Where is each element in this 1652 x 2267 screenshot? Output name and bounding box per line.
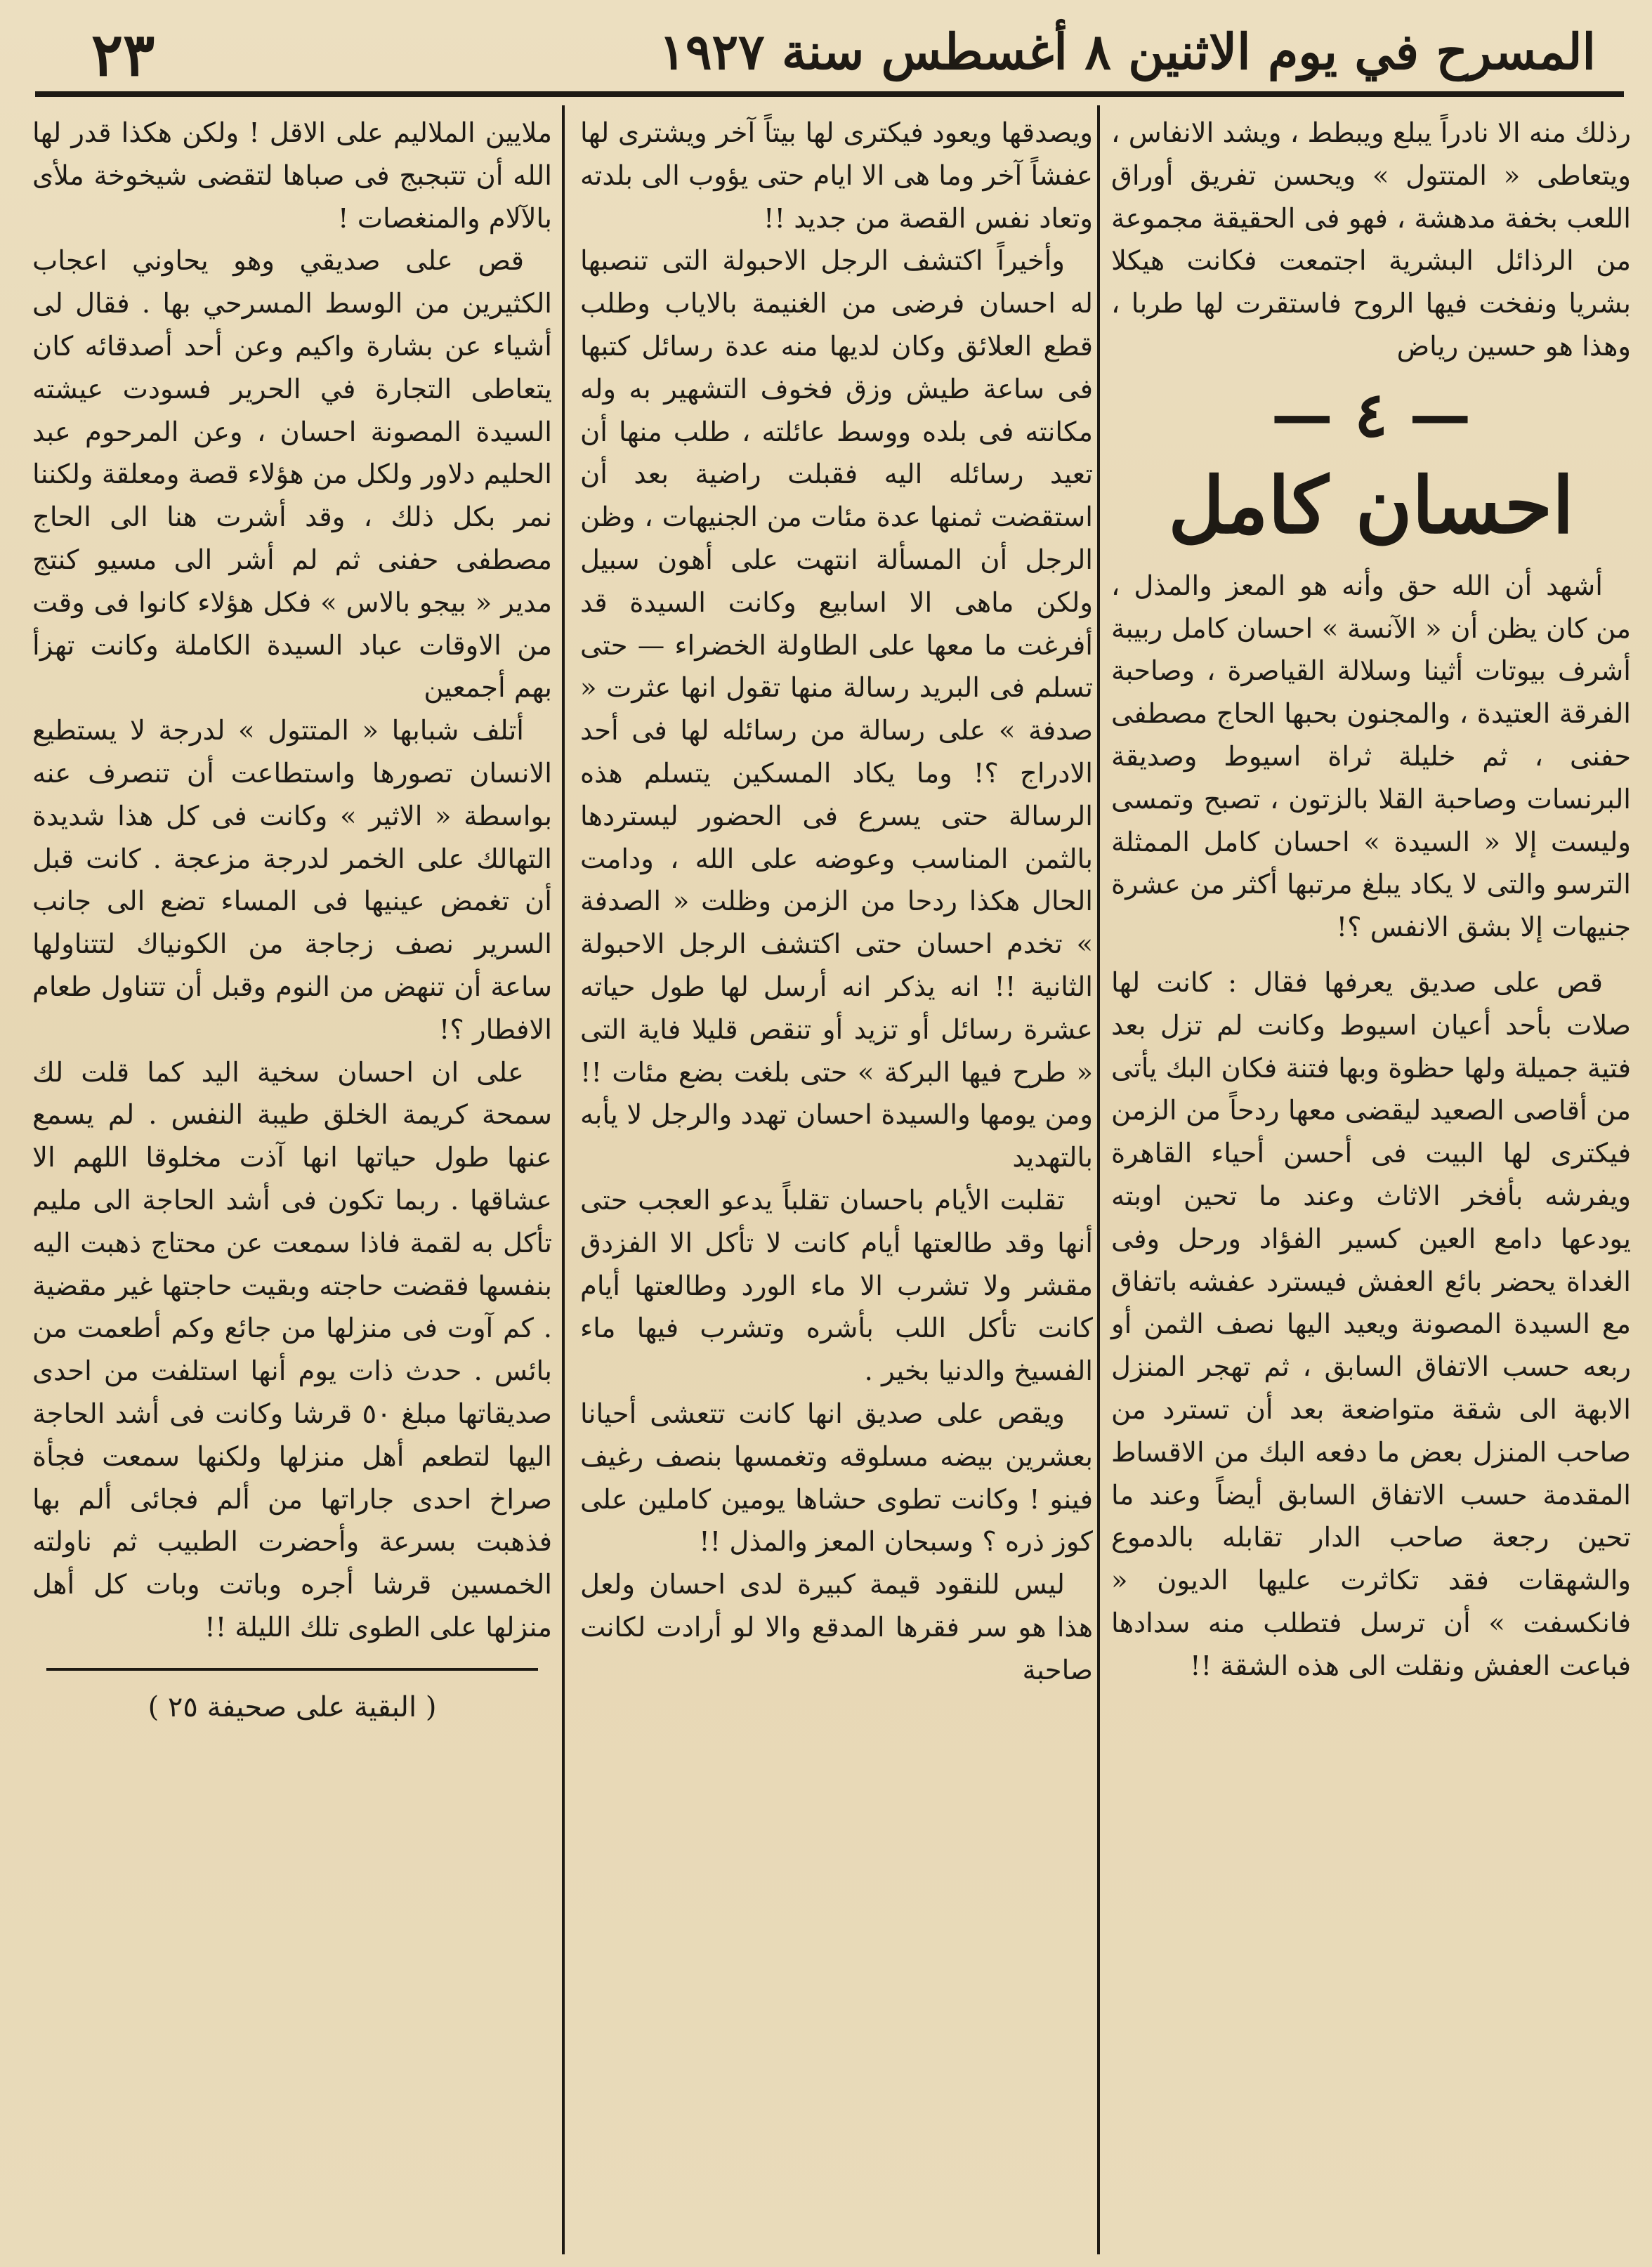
- article-paragraph: رذلك منه الا نادراً يبلع ويبطط ، ويشد الانفاس ، ويتعاطى « المتتول » ويحسن تفريق أوراق اللعب بخفة مدهشة ، فهو فى الحقيقة مجموعة من الرذائل البشرية اجتمعت فكانت هيكلا بشريا ونفخت فيها الروح فاستقرت لها طربا ، وهذا هو حسين رياض: [1111, 117, 1631, 362]
- page-number: ٢٣: [91, 20, 155, 89]
- header-rule: [35, 91, 1624, 97]
- article-paragraph: تقلبت الأيام باحسان تقلباً يدعو العجب حتى أنها وقد طالعتها أيام كانت لا تأكل الا الفزدق مقشر ولا تشرب الا ماء الورد وطالعتها أيام كانت تأكل اللب بأشره وتشرب فيها ماء الفسيخ والدنيا بخير .: [580, 1184, 1093, 1388]
- section-heading: احسان كامل: [1168, 459, 1574, 551]
- section-number: — ٤ —: [1271, 377, 1471, 451]
- article-paragraph: قص على صديقي وهو يحاوني اعجاب الكثيرين من الوسط المسرحي بها . فقال لى أشياء عن بشارة واكيم وعن أحد أصدقائه كان يتعاطى التجارة في الحرير فسودت عيشته السيدة المصونة احسان ، وعن المرحوم عبد الحليم دلاور ولكل من هؤلاء قصة ومعلقة ولكننا نمر بكل ذلك ، وقد أشرت هنا الى الحاج مصطفى حفنى ثم لم أشر الى مسيو كنتج مدير « بيجو بالاس » فكل هؤلاء كانوا فى وقت من الاوقات عباد السيدة الكاملة وكانت تهزأ بهم أجمعين: [32, 245, 552, 704]
- left-column: [32, 112, 552, 1730]
- right-column: [1111, 112, 1631, 1688]
- column-divider-left: [562, 105, 565, 2254]
- article-paragraph: قص على صديق يعرفها فقال : كانت لها صلات بأحد أعيان اسيوط وكانت لم تزل بعد فتية جميلة ولها حظوة وبها فتنة فكان البك يأتى من أقاصى الصعيد ليقضى معها ردحاً من الزمن فيكترى لها البيت فى أحسن أحياء القاهرة ويفرشه بأفخر الاثاث وعند ما تحين اوبته يودعها دامع العين كسير الفؤاد ورحل وفى الغداة يحضر بائع العفش فيسترد عفشه باتفاق مع السيدة المصونة ويعيد اليها نصف الثمن أو ربعه حسب الاتفاق السابق ، ثم تهجر المنزل الابهة الى شقة متواضعة بعد أن تسترد من صاحب المنزل بعض ما دفعه البك من الاقساط المقدمة حسب الاتفاق السابق أيضاً وعند ما تحين رجعة صاحب الدار تقابله بالدموع والشهقات فقد تكاثرت عليها الديون « فانكسفت » أن ترسل فتطلب منه سدادها فباعت العفش ونقلت الى هذه الشقة !!: [1111, 966, 1631, 1682]
- article-paragraph: ليس للنقود قيمة كبيرة لدى احسان ولعل هذا هو سر فقرها المدقع والا لو أرادت لكانت صاحبة: [580, 1569, 1093, 1686]
- article-paragraph: على ان احسان سخية اليد كما قلت لك سمحة كريمة الخلق طيبة النفس . لم يسمع عنها طول حياتها انها آذت مخلوقا اللهم الا عشاقها . ربما تكون فى أشد الحاجة الى مليم تأكل به لقمة فاذا سمعت عن محتاج ذهبت اليه بنفسها فقضت حاجته وبقيت حاجتها غير مقضية . كم آوت فى منزلها من جائع وكم أطعمت من بائس . حدث ذات يوم أنها استلفت من احدى صديقاتها مبلغ ٥٠ قرشا وكانت فى أشد الحاجة اليها لتطعم أهل منزلها ولكنها سمعت فجأة صراخ احدى جاراتها من ألم فجائى ألم بها فذهبت بسرعة وأحضرت الطبيب ثم ناولته الخمسين قرشا أجره وباتت وبات كل أهل منزلها على الطوى تلك الليلة !!: [32, 1056, 553, 1643]
- article-paragraph: ويقص على صديق انها كانت تتعشى أحيانا بعشرين بيضه مسلوقه وتغمسها بنصف رغيف فينو ! وكانت تطوى حشاها يومين كاملين على كوز ذره ؟ وسبحان المعز والمذل !!: [580, 1398, 1093, 1558]
- page-header: [28, 15, 1624, 93]
- continuation-note: ( البقية على صحيفة ٢٥ ): [148, 1690, 437, 1723]
- article-paragraph: وأخيراً اكتشف الرجل الاحبولة التى تنصبها له احسان فرضى من الغنيمة بالاياب وطلب قطع العلائق وكان لديها منه عدة رسائل كتبها فى ساعة طيش وزق فخوف التشهير به وله مكانته فى بلده ووسط عائلته ، طلب منها أن تعيد رسائله اليه فقبلت راضية بعد أن استقضت ثمنها عدة مئات من الجنيهات ، وظن الرجل أن المسألة انتهت على أهون سبيل ولكن ماهى الا اسابيع وكانت السيدة قد أفرغت ما معها على الطاولة الخضراء — حتى تسلم فى البريد رسالة منها تقول انها عثرت « صدفة » على رسالة من رسائله لها فى أحد الادراج ؟! وما يكاد المسكين يتسلم هذه الرسالة حتى يسرع فى الحضور ليستردها بالثمن المناسب وعوضه على الله ، ودامت الحال هكذا ردحا من الزمن وظلت « الصدفة » تخدم احسان حتى اكتشف الرجل الاحبولة الثانية !! انه يذكر انه أرسل لها طول حياته عشرة رسائل أو تزيد أو تنقص قليلا فاية التى « طرح فيها البركة » حتى بلغت بضع مئات !! ومن يومها والسيدة احسان تهدد والرجل لا يأبه بالتهديد: [580, 245, 1093, 1174]
- continuation-rule: [46, 1668, 538, 1671]
- article-paragraph: ويصدقها ويعود فيكترى لها بيتاً آخر ويشترى لها عفشاً آخر وما هى الا ايام حتى يؤوب الى بلدته وتعاد نفس القصة من جديد !!: [580, 117, 1093, 235]
- article-paragraph: أشهد أن الله حق وأنه هو المعز والمذل ، من كان يظن أن « الآنسة » احسان كامل ربيبة أشرف بيوتات أثينا وسلالة القياصرة ، وصاحبة الفرقة العتيدة ، والمجنون بحبها الحاج مصطفى حفنى ، ثم خليلة ثراة اسيوط وصديقة البرنسات وصاحبة القلا بالزتون ، تصبح وتمسى وليست إلا « السيدة » احسان كامل الممثلة الترسو والتى لا يكاد يبلغ مرتبها أكثر من عشرة جنيهات إلا بشق الانفس ؟!: [1111, 570, 1631, 944]
- article-paragraph: أتلف شبابها « المتتول » لدرجة لا يستطيع الانسان تصورها واستطاعت أن تنصرف عنه بواسطة « الاثير » وكانت فى كل هذا شديدة التهالك على الخمر لدرجة مزعجة . كانت قبل أن تغمض عينيها فى المساء تضع الى جانب السرير نصف زجاجة من الكونياك لتتناولها ساعة أن تنهض من النوم وقبل أن تتناول طعام الافطار ؟!: [32, 715, 552, 1046]
- header-title: المسرح في يوم الاثنين ٨ أغسطس سنة ١٩٢٧: [659, 22, 1596, 81]
- middle-column: [580, 112, 1093, 1692]
- column-divider-right: [1097, 105, 1100, 2254]
- article-paragraph: ملايين الملاليم على الاقل ! ولكن هكذا قدر لها الله أن تتبجبج فى صباها لتقضى شيخوخة ملأى بالآلام والمنغصات !: [32, 117, 552, 235]
